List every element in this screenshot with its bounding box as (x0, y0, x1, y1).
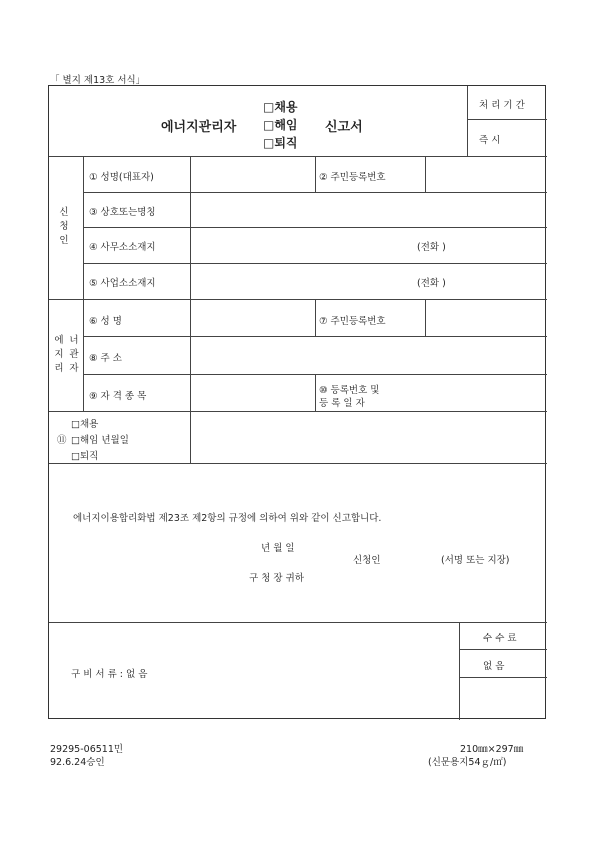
manager-address-label: ⑧ 주 소 (89, 353, 122, 364)
manager-section-label-left: 에 지 리 (54, 335, 64, 374)
form-number-label: 「 별지 제13호 서식」 (50, 75, 146, 86)
fee-label: 수 수 료 (483, 633, 517, 644)
event-option-retire: □퇴직 (71, 451, 99, 462)
approval-date: 92.6.24승인 (50, 757, 105, 768)
manager-rrn-label: ⑦ 주민등록번호 (319, 316, 386, 327)
event-option-hire: □채용 (71, 419, 99, 430)
applicant-section-label: 신 청 인 (59, 207, 69, 246)
title-option-retire: □퇴직 (263, 136, 298, 150)
office-address-label: ④ 사무소소재지 (89, 242, 156, 253)
form-title-left: 에너지관리자 (161, 120, 237, 135)
declaration-form (48, 85, 546, 719)
business-address-label: ⑤ 사업소소재지 (89, 278, 156, 289)
declaration-text: 에너지이용합리화법 제23조 제2항의 규정에 의하여 위와 같이 신고합니다. (73, 513, 382, 524)
signature-or-seal-label: (서명 또는 지장) (441, 555, 510, 566)
paper-type: (신문용지54ｇ/㎡) (428, 757, 507, 768)
registration-label-2: 등 록 일 자 (319, 398, 365, 409)
required-documents: 구 비 서 류 : 없 음 (71, 669, 148, 680)
office-phone-label: (전화 ) (417, 242, 446, 253)
manager-section-label-right: 너 관 자 (69, 335, 79, 374)
declaration-date: 년 월 일 (261, 543, 295, 554)
business-phone-label: (전화 ) (417, 278, 446, 289)
fee-value: 없 음 (483, 661, 505, 672)
form-code: 29295-06511민 (50, 744, 124, 755)
event-option-dismiss-date: □해임 년월일 (71, 435, 129, 446)
manager-name-label: ⑥ 성 명 (89, 316, 122, 327)
form-title-right: 신고서 (325, 120, 363, 135)
processing-period-label: 처 리 기 간 (479, 100, 525, 111)
title-option-dismiss: □해임 (263, 118, 298, 132)
applicant-rrn-label: ② 주민등록번호 (319, 172, 386, 183)
company-name-label: ③ 상호또는명칭 (89, 207, 156, 218)
registration-label-1: ⑩ 등록번호 및 (319, 385, 380, 396)
event-number: ⑪ (57, 435, 67, 446)
applicant-signature-label: 신청인 (353, 555, 381, 566)
paper-size: 210㎜×297㎜ (460, 744, 524, 755)
applicant-name-label: ① 성명(대표자) (89, 172, 154, 183)
title-option-hire: □채용 (263, 100, 298, 114)
processing-period-value: 즉 시 (479, 135, 501, 146)
qualification-label: ⑨ 자 격 종 목 (89, 391, 147, 402)
recipient-label: 구 청 장 귀하 (249, 573, 304, 584)
